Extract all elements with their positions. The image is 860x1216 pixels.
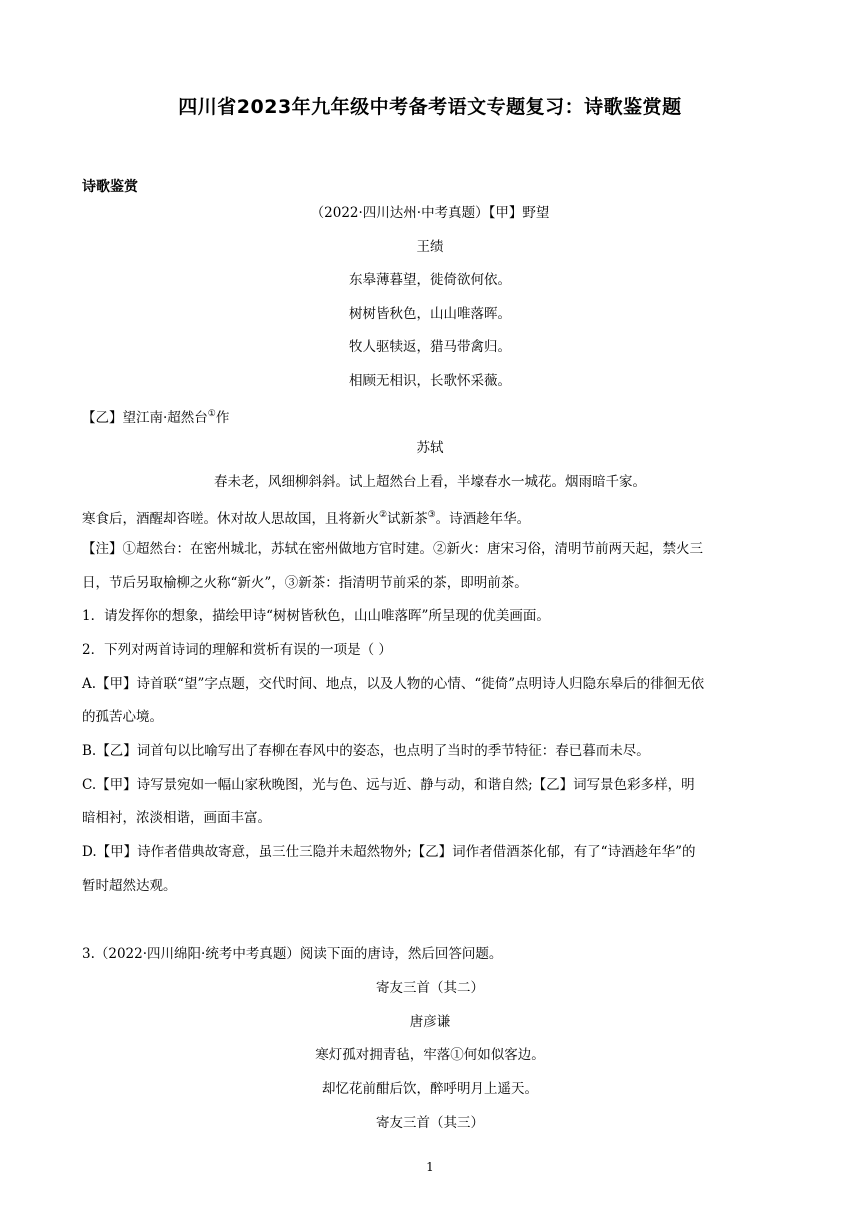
poem3-line: 寒灯孤对拥青毡，牢落①何如似客边。 [315, 1047, 545, 1063]
option-d-cont: 暂时超然达观。 [82, 878, 177, 894]
poem2-line2: 寒食后，酒醒却咨嗟。休对故人思故国，且将新火②试新茶③。诗酒趁年华。 [82, 510, 531, 527]
option-a: A.【甲】诗首联“望”字点题，交代时间、地点，以及人物的心情、“徙倚”点明诗人归隐东皋后的徘徊无依 [82, 676, 705, 692]
option-b: B.【乙】词首句以比喻写出了春柳在春风中的姿态，也点明了当时的季节特征：春已暮而未尽。 [82, 743, 650, 759]
option-c-cont: 暗相衬，浓淡相谐，画面丰富。 [82, 810, 271, 826]
poem3-author: 唐彦谦 [409, 1014, 451, 1030]
poem1-line: 相顾无相识，长歌怀采薇。 [349, 373, 511, 389]
page-number: 1 [426, 1160, 434, 1174]
poem1-line: 牧人驱犊返，猎马带禽归。 [349, 339, 511, 355]
question-2: 2．下列对两首诗词的理解和赏析有误的一项是（ ） [82, 642, 392, 658]
poem2-line1: 春未老，风细柳斜斜。试上超然台上看，半壕春水一城花。烟雨暗千家。 [214, 474, 646, 490]
poem3-line: 却忆花前酣后饮，醉呼明月上遥天。 [322, 1081, 538, 1097]
poem2-author: 苏轼 [416, 440, 444, 456]
poem1-line: 东皋薄暮望，徙倚欲何依。 [349, 272, 511, 288]
poem1-author: 王绩 [416, 239, 444, 255]
poem3-title: 寄友三首（其二） [376, 980, 484, 996]
page-title: 四川省2023年九年级中考备考语文专题复习：诗歌鉴赏题 [178, 96, 682, 118]
poem1-line: 树树皆秋色，山山唯落晖。 [349, 306, 511, 322]
question-3: 3.（2022·四川绵阳·统考中考真题）阅读下面的唐诗，然后回答问题。 [82, 946, 503, 962]
question-1: 1．请发挥你的想象，描绘甲诗“树树皆秋色，山山唯落晖”所呈现的优美画面。 [82, 608, 550, 624]
poem2-title: 【乙】望江南·超然台①作 [82, 409, 230, 426]
note-line: 【注】①超然台：在密州城北，苏轼在密州做地方官时建。②新火：唐宋习俗，清明节前两天起，禁火三 [82, 541, 703, 557]
section-heading: 诗歌鉴赏 [82, 179, 138, 195]
poem3-title2: 寄友三首（其三） [376, 1115, 484, 1131]
note-line: 日，节后另取榆柳之火称“新火”，③新茶：指清明节前采的茶，即明前茶。 [82, 575, 528, 591]
option-d: D.【甲】诗作者借典故寄意，虽三仕三隐并未超然物外;【乙】词作者借酒茶化郁，有了“诗酒趁年华”的 [82, 844, 696, 860]
option-c: C.【甲】诗写景宛如一幅山家秋晚图，光与色、远与近、静与动，和谐自然;【乙】词写景色彩多样，明 [82, 777, 695, 793]
poem1-source: （2022·四川达州·中考真题）【甲】野望 [310, 205, 550, 221]
option-a-cont: 的孤苦心境。 [82, 709, 163, 725]
